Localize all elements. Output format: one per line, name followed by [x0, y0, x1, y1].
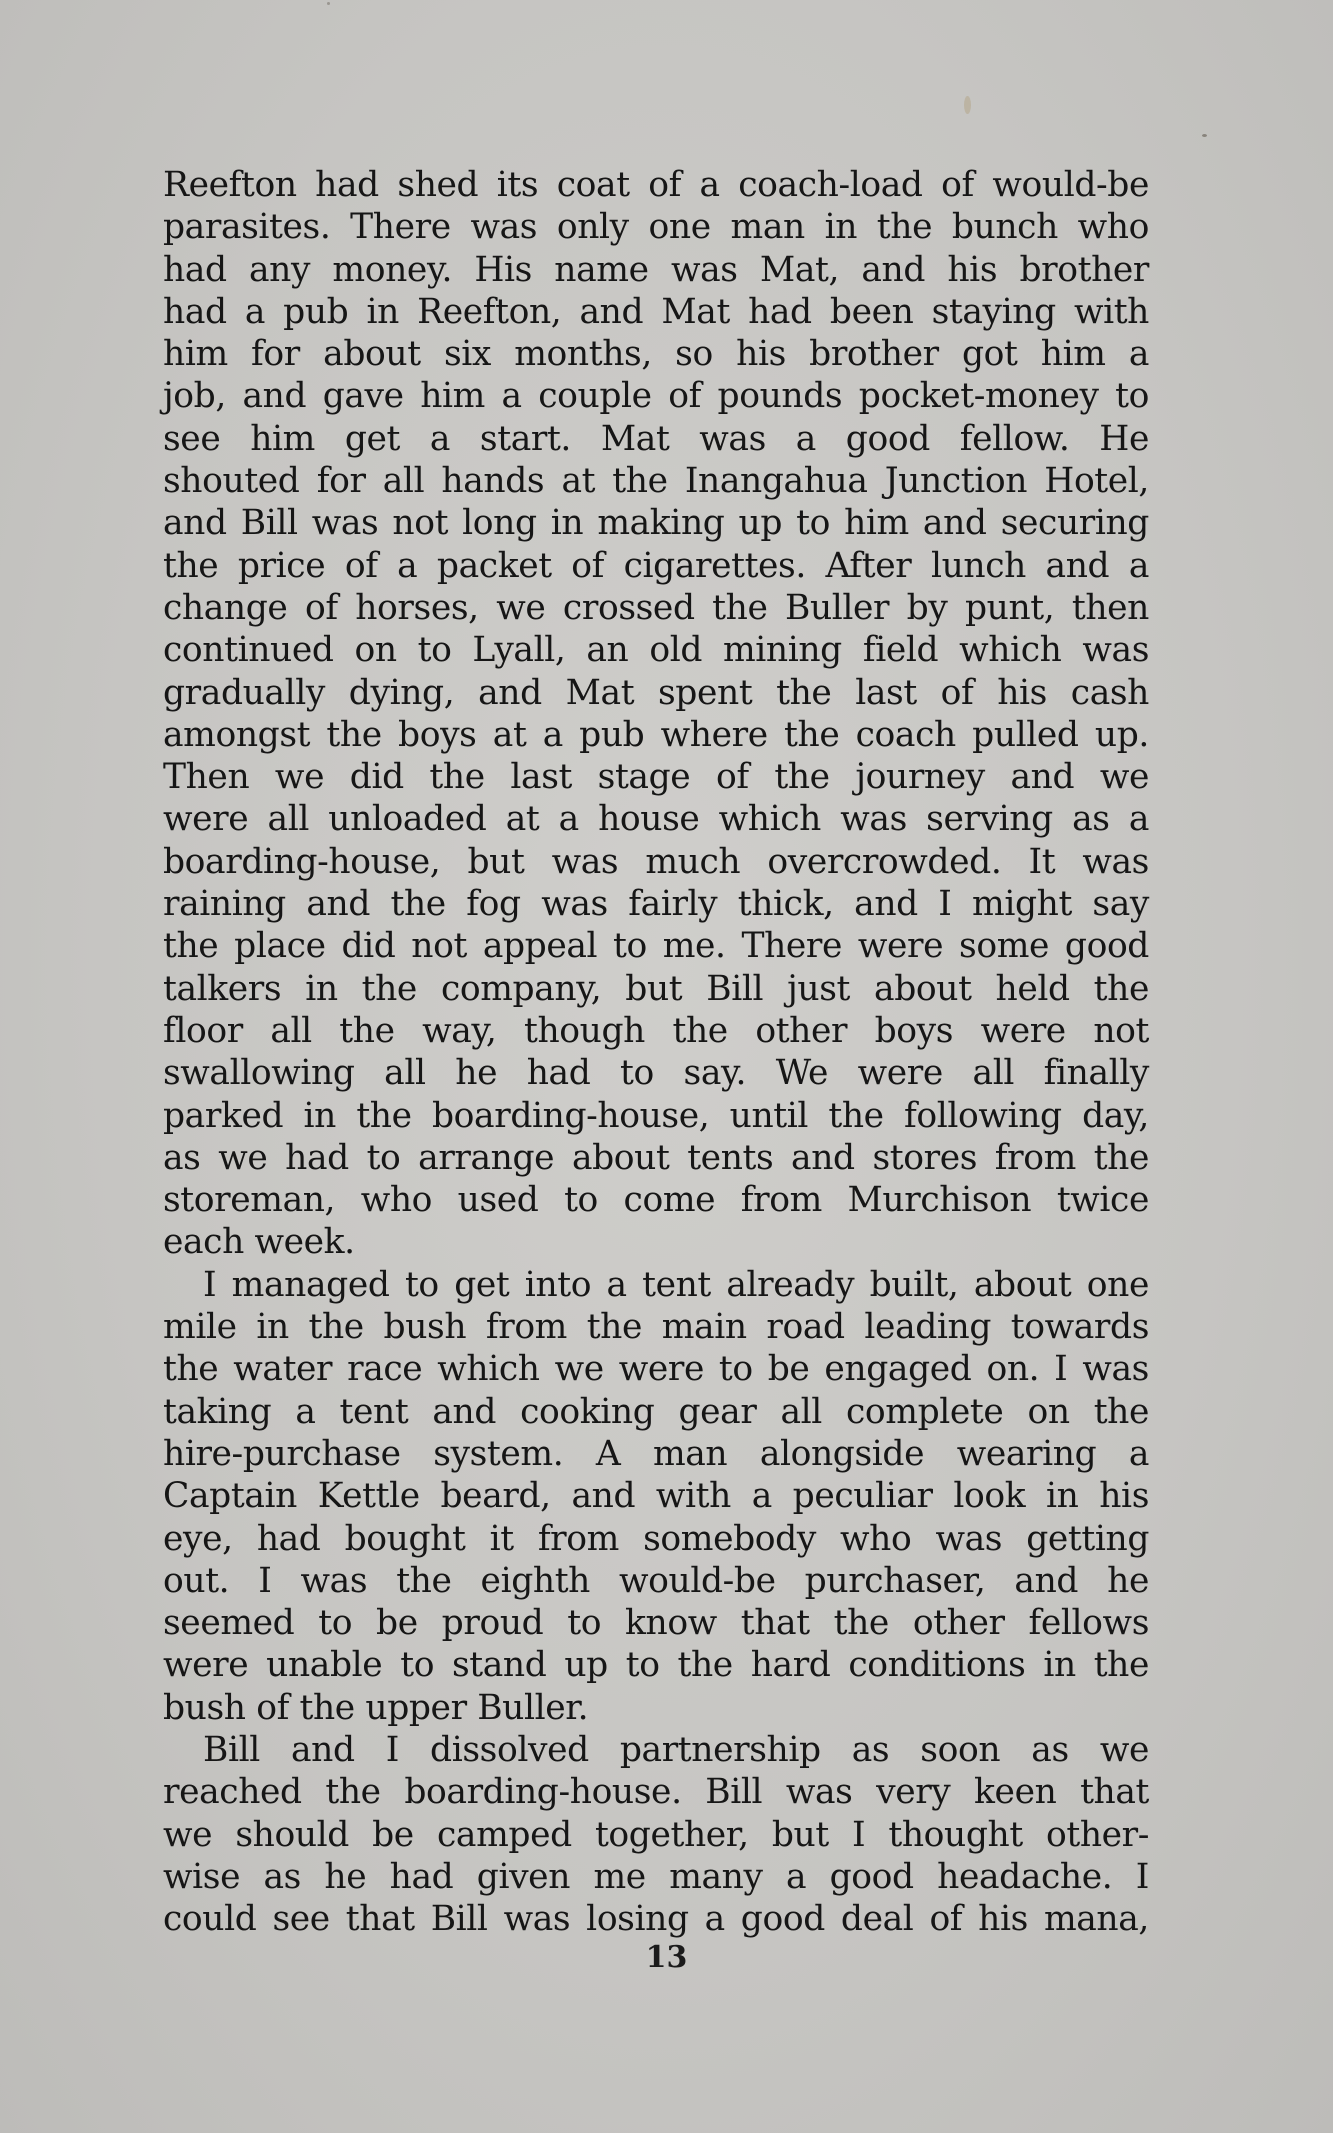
- text-line: raining and the fog was fairly thick, and I might say: [163, 884, 1149, 925]
- text-line: continued on to Lyall, an old mining field which was: [163, 630, 1149, 671]
- text-line: shouted for all hands at the Inangahua Junction Hotel,: [163, 461, 1149, 502]
- text-line: change of horses, we crossed the Buller by punt, then: [163, 587, 1149, 628]
- text-line: job, and gave him a couple of pounds pocket-money to: [163, 376, 1149, 417]
- text-line: Reefton had shed its coat of a coach-load of would-be: [163, 165, 1149, 205]
- text-line: amongst the boys at a pub where the coach pulled up.: [163, 714, 1149, 755]
- text-line: seemed to be proud to know that the other fellows: [163, 1603, 1149, 1644]
- page-number: 13: [645, 1940, 688, 1975]
- text-line: had any money. His name was Mat, and his brother: [163, 249, 1149, 290]
- paper-speck: [964, 96, 971, 114]
- text-line: out. I was the eighth would-be purchaser, and he: [163, 1560, 1149, 1601]
- paper-speck: [327, 2, 330, 5]
- text-line: as we had to arrange about tents and stores from the: [163, 1137, 1149, 1178]
- text-line: and Bill was not long in making up to him and securing: [163, 503, 1149, 544]
- text-line: Captain Kettle beard, and with a peculiar look in his: [163, 1476, 1149, 1517]
- text-line: we should be camped together, but I thought other-: [163, 1814, 1149, 1855]
- text-line: each week.: [163, 1222, 355, 1263]
- text-line: see him get a start. Mat was a good fellow. He: [163, 418, 1149, 459]
- text-line: parasites. There was only one man in the bunch who: [163, 207, 1149, 248]
- text-line: parked in the boarding-house, until the following day,: [163, 1095, 1149, 1136]
- text-line: were all unloaded at a house which was serving as a: [163, 799, 1149, 840]
- text-line: floor all the way, though the other boys were not: [163, 1010, 1149, 1051]
- text-line: could see that Bill was losing a good deal of his mana,: [163, 1899, 1149, 1940]
- text-line: were unable to stand up to the hard conditions in the: [163, 1645, 1149, 1686]
- text-line: taking a tent and cooking gear all complete on the: [163, 1391, 1149, 1432]
- text-line: mile in the bush from the main road leading towards: [163, 1307, 1149, 1348]
- text-line: wise as he had given me many a good headache. I: [163, 1856, 1149, 1897]
- text-line: the place did not appeal to me. There were some good: [163, 926, 1149, 967]
- text-line: reached the boarding-house. Bill was very keen that: [163, 1772, 1149, 1813]
- text-line: swallowing all he had to say. We were all finally: [163, 1053, 1149, 1094]
- text-line: storeman, who used to come from Murchison twice: [163, 1180, 1149, 1221]
- text-line: gradually dying, and Mat spent the last of his cash: [163, 672, 1149, 713]
- text-line: hire-purchase system. A man alongside wearing a: [163, 1433, 1149, 1474]
- text-line: Bill and I dissolved partnership as soon as we: [203, 1729, 1149, 1770]
- text-line: the water race which we were to be engaged on. I was: [163, 1349, 1149, 1390]
- text-line: talkers in the company, but Bill just about held the: [163, 968, 1149, 1009]
- paper-speck: [1202, 134, 1207, 137]
- text-line: him for about six months, so his brother got him a: [163, 334, 1149, 375]
- text-line: boarding-house, but was much overcrowded. It was: [163, 841, 1149, 882]
- text-line: bush of the upper Buller.: [163, 1687, 589, 1728]
- page-body-text: [163, 164, 1149, 1940]
- text-line: Then we did the last stage of the journey and we: [163, 757, 1149, 798]
- text-line: eye, had bought it from somebody who was getting: [163, 1518, 1149, 1559]
- text-line: I managed to get into a tent already built, about one: [203, 1264, 1149, 1305]
- text-line: the price of a packet of cigarettes. After lunch and a: [163, 545, 1149, 586]
- text-line: had a pub in Reefton, and Mat had been staying with: [163, 291, 1149, 332]
